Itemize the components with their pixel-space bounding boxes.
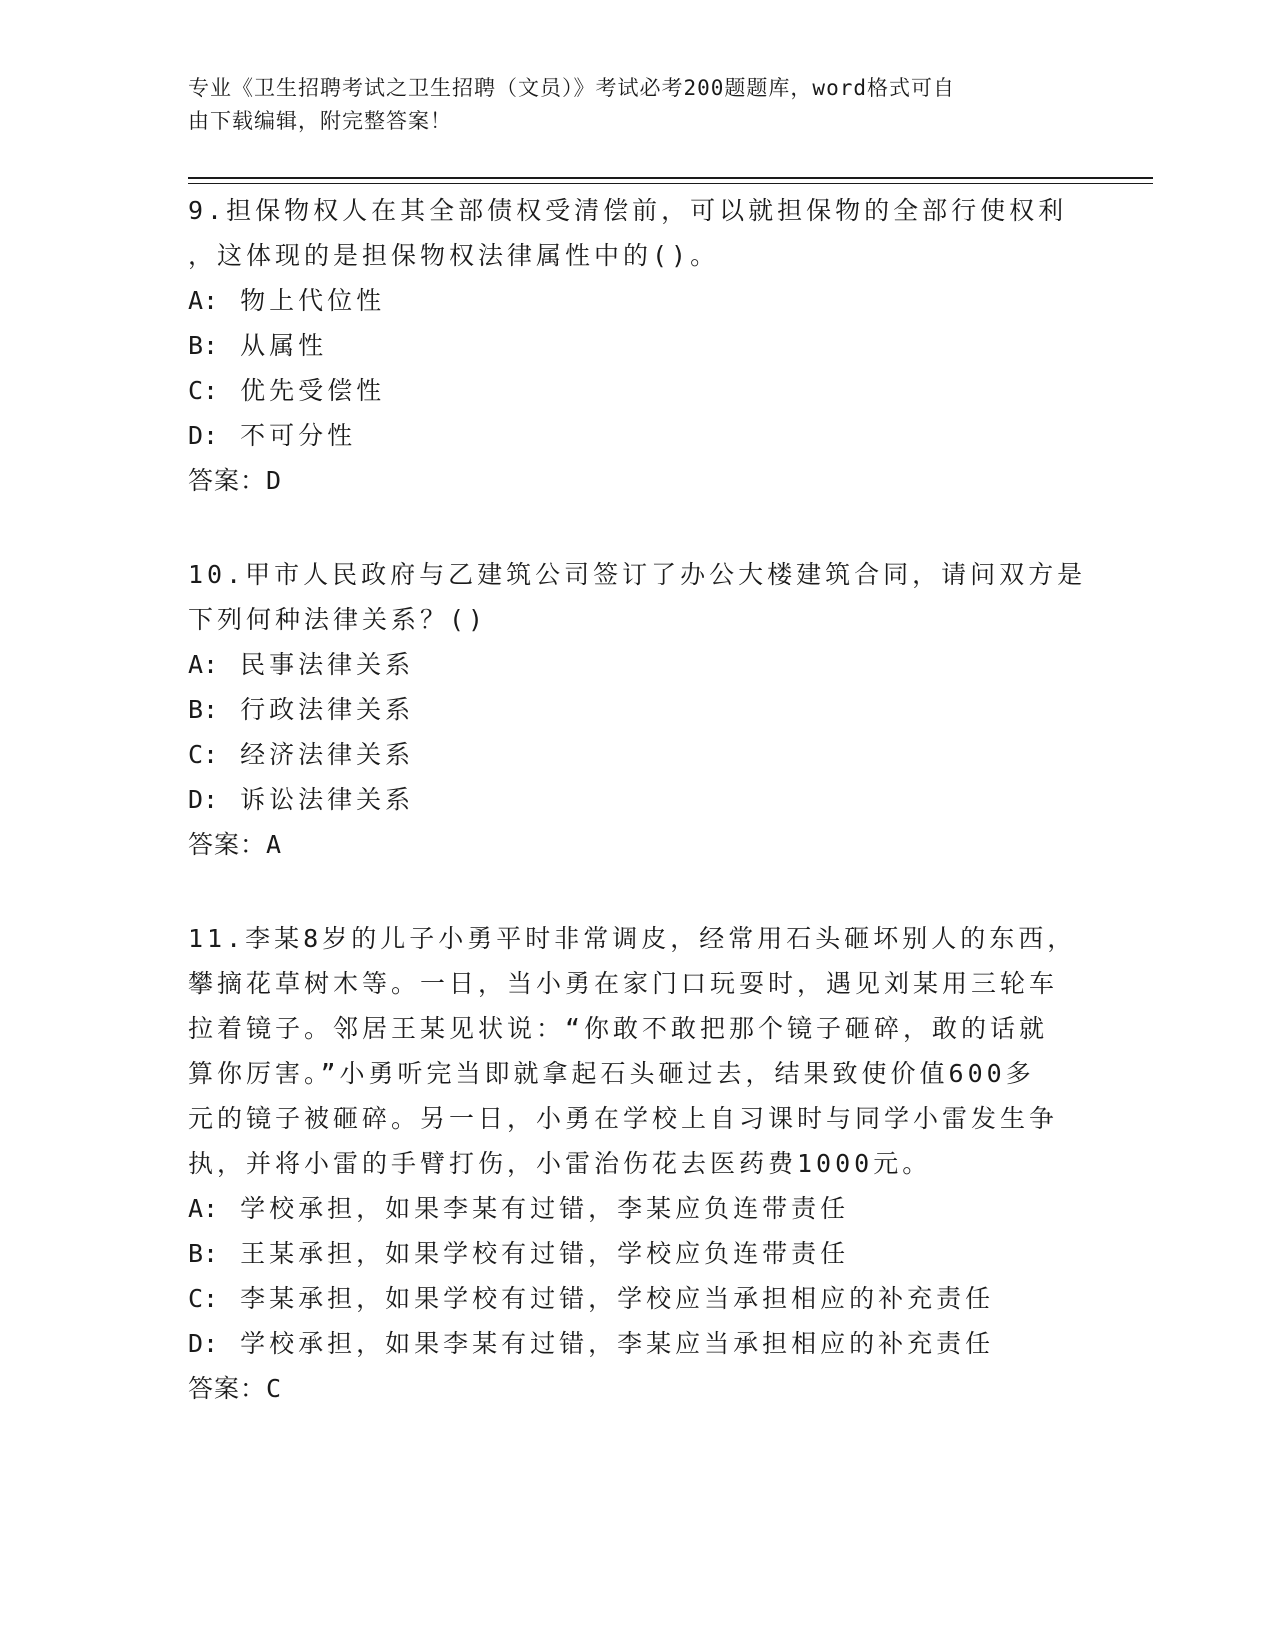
option-b [188,323,1088,368]
question-line: 执，并将小雷的手臂打伤，小雷治伤花去医药费1000元。 [188,1149,932,1178]
option-text: 民事法律关系 [240,650,415,679]
option-text: 王某承担，如果学校有过错，学校应负连带责任 [240,1239,850,1268]
option-letter: A: [188,1194,219,1223]
question-block [188,188,1088,503]
question-line: 拉着镜子。邻居王某见状说：“你敢不敢把那个镜子砸碎，敢的话就 [188,1014,1049,1043]
answer-value: A [266,830,283,859]
option-letter: C: [188,376,219,405]
header-divider [188,183,1153,184]
question-line: ，这体现的是担保物权法律属性中的()。 [188,241,720,270]
option-text: 学校承担，如果李某有过错，李某应负连带责任 [240,1194,850,1223]
answer-value: C [266,1374,283,1403]
option-text: 从属性 [240,331,328,360]
option-letter: D: [188,421,219,450]
answer-label: 答案： [188,466,267,495]
option-b [188,687,1088,732]
answer-line [188,458,1088,503]
question-text [188,188,1088,278]
question-line: 攀摘花草树木等。一日，当小勇在家门口玩耍时，遇见刘某用三轮车 [188,969,1059,998]
answer-label: 答案： [188,1374,267,1403]
option-text: 学校承担，如果李某有过错，李某应当承担相应的补充责任 [240,1329,995,1358]
question-line: 算你厉害。”小勇听完当即就拿起石头砸过去，结果致使价值600多 [188,1059,1035,1088]
option-letter: D: [188,1329,219,1358]
option-letter: A: [188,650,219,679]
option-text: 优先受偿性 [240,376,386,405]
option-text: 物上代位性 [240,286,386,315]
option-letter: B: [188,695,219,724]
header-divider [188,177,1153,179]
option-letter: B: [188,331,219,360]
option-d [188,1321,1088,1366]
option-text: 经济法律关系 [240,740,415,769]
option-text: 行政法律关系 [240,695,415,724]
document-header [188,72,1068,138]
header-line: 专业《卫生招聘考试之卫生招聘（文员）》考试必考200题题库，word格式可自 [188,76,955,100]
option-a [188,278,1088,323]
header-line: 由下载编辑，附完整答案！ [188,109,452,133]
question-block [188,552,1088,867]
question-line: 9.担保物权人在其全部债权受清偿前，可以就担保物的全部行使权利 [188,196,1068,225]
answer-line [188,822,1088,867]
answer-line [188,1366,1088,1411]
question-line: 11.李某8岁的儿子小勇平时非常调皮，经常用石头砸坏别人的东西， [188,924,1077,953]
question-line: 元的镜子被砸碎。另一日，小勇在学校上自习课时与同学小雷发生争 [188,1104,1059,1133]
question-line: 下列何种法律关系？() [188,605,488,634]
option-b [188,1231,1088,1276]
answer-label: 答案： [188,830,267,859]
option-c [188,368,1088,413]
option-letter: C: [188,1284,219,1313]
option-a [188,642,1088,687]
option-text: 诉讼法律关系 [240,785,415,814]
option-c [188,732,1088,777]
question-text [188,552,1088,642]
option-text: 不可分性 [240,421,357,450]
option-text: 李某承担，如果学校有过错，学校应当承担相应的补充责任 [240,1284,995,1313]
question-line: 10.甲市人民政府与乙建筑公司签订了办公大楼建筑合同，请问双方是 [188,560,1087,589]
option-d [188,777,1088,822]
option-d [188,413,1088,458]
question-block [188,916,1088,1411]
answer-value: D [266,466,283,495]
option-letter: B: [188,1239,219,1268]
option-letter: C: [188,740,219,769]
option-a [188,1186,1088,1231]
option-c [188,1276,1088,1321]
option-letter: A: [188,286,219,315]
option-letter: D: [188,785,219,814]
question-text [188,916,1088,1186]
